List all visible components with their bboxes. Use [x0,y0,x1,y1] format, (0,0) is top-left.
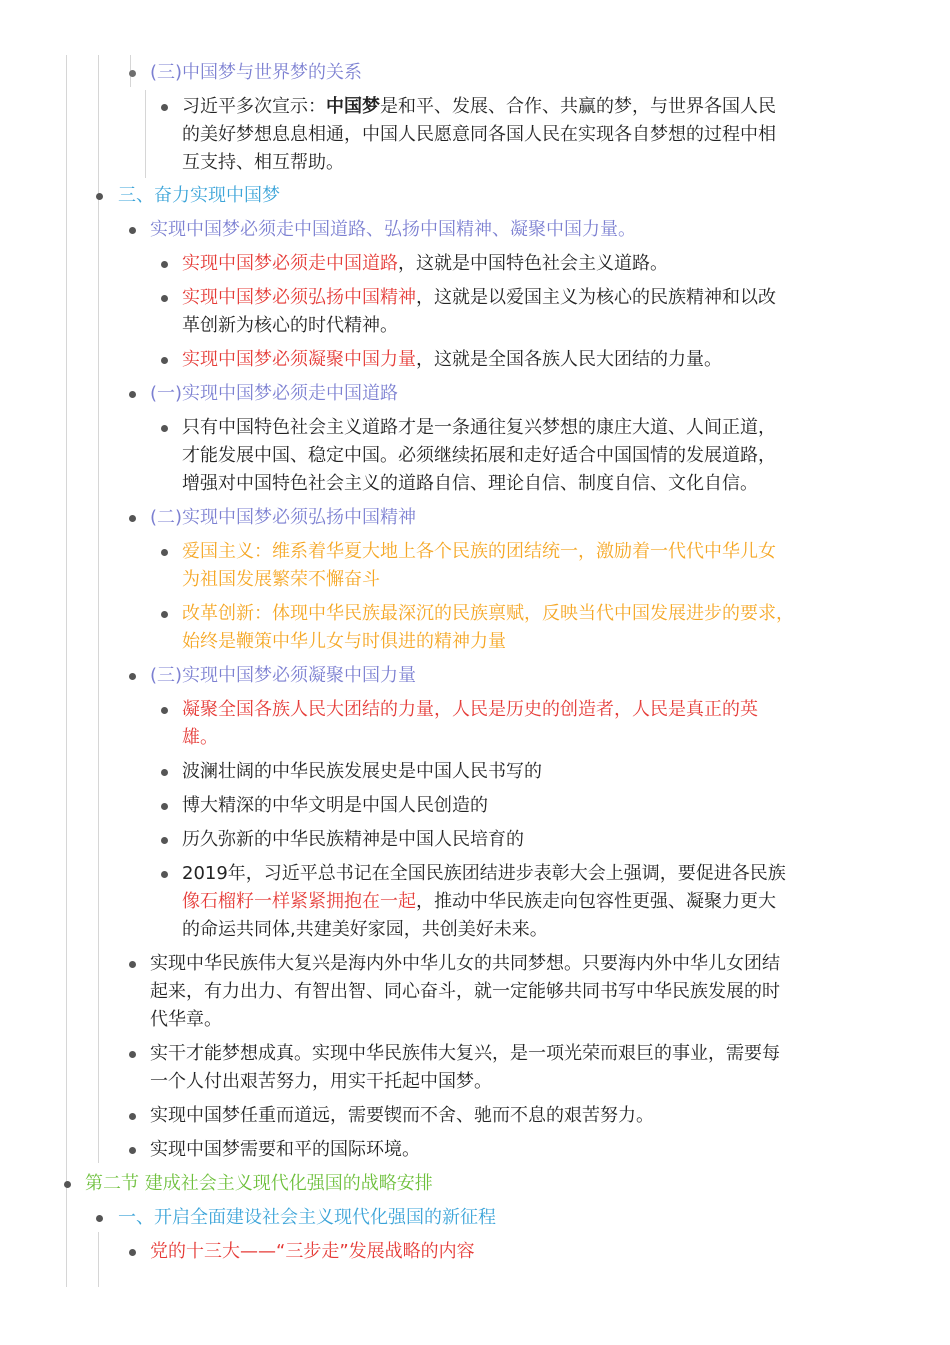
bullet [161,837,168,844]
list-item: 凝聚全国各族人民大团结的力量，人民是历史的创造者，人民是真正的英 雄。 [182,699,758,748]
list-item: 实现中华民族伟大复兴是海内外中华儿女的共同梦想。只要海内外中华儿女团结 起来，有力出力、有智出智、同心奋斗，就一定能够共同书写中华民族发展的时 代华章。 [150,953,780,1030]
list-item: 实干才能梦想成真。实现中华民族伟大复兴，是一项光荣而艰巨的事业，需要每 一个人付出艰苦努力，用实干托起中国梦。 [150,1043,780,1092]
list-item: 实现中国梦必须凝聚中国力量，这就是全国各族人民大团结的力量。 [182,349,722,370]
section-heading: 一、开启全面建设社会主义现代化强国的新征程 [118,1207,496,1228]
subsection-heading: (三)实现中国梦必须凝聚中国力量 [150,665,417,686]
list-item: 实现中国梦任重而道远，需要锲而不舍、驰而不息的艰苦努力。 [150,1105,654,1126]
list-item: 实现中国梦需要和平的国际环境。 [150,1139,420,1160]
bullet [161,357,168,364]
bullet [129,1249,136,1256]
bullet [129,1113,136,1120]
bullet [161,803,168,810]
bullet [64,1181,71,1188]
indent-guide [98,55,99,1163]
bullet [161,769,168,776]
list-item: 只有中国特色社会主义道路才是一条通往复兴梦想的康庄大道、人间正道， 才能发展中国、稳定中国。必须继续拓展和走好适合中国国情的发展道路， 增强对中国特色社会主义的道路自信、理论自信、制度自信、文化自信。 [182,417,776,494]
bullet [161,707,168,714]
bullet [129,961,136,968]
bullet [161,295,168,302]
indent-guide [98,1232,99,1287]
chapter-heading: 第二节 建成社会主义现代化强国的战略安排 [85,1173,433,1194]
bullet [161,549,168,556]
bullet [96,193,103,200]
list-item: 波澜壮阔的中华民族发展史是中国人民书写的 [182,761,542,782]
subsection-heading: (三)中国梦与世界梦的关系 [150,62,363,83]
bullet [129,673,136,680]
subsection-heading: 实现中国梦必须走中国道路、弘扬中国精神、凝聚中国力量。 [150,219,636,240]
bullet [129,1147,136,1154]
bullet [129,391,136,398]
section-heading: 三、奋力实现中国梦 [118,185,280,206]
list-item: 2019年，习近平总书记在全国民族团结进步表彰大会上强调，要促进各民族 像石榴籽一样紧紧拥抱在一起，推动中华民族走向包容性更强、凝聚力更大 的命运共同体,共建美好家园，共创美好未来。 [182,863,786,940]
list-item: 历久弥新的中华民族精神是中国人民培育的 [182,829,524,850]
bullet [161,425,168,432]
bullet [161,104,168,111]
bullet [129,227,136,234]
bullet [161,871,168,878]
bullet [96,1215,103,1222]
list-item: 博大精深的中华文明是中国人民创造的 [182,795,488,816]
list-item: 习近平多次宣示：中国梦是和平、发展、合作、共赢的梦，与世界各国人民 的美好梦想息息相通，中国人民愿意同各国人民在实现各自梦想的过程中相 互支持、相互帮助。 [182,96,776,173]
list-item: 爱国主义：维系着华夏大地上各个民族的团结统一，激励着一代代中华儿女 为祖国发展繁荣不懈奋斗 [182,541,776,590]
list-item: 改革创新：体现中华民族最深沉的民族禀赋，反映当代中国发展进步的要求， 始终是鞭策中华儿女与时俱进的精神力量 [182,603,794,652]
bullet [161,611,168,618]
bullet [129,70,136,77]
subsection-heading: (二)实现中国梦必须弘扬中国精神 [150,507,417,528]
list-item: 党的十三大——“三步走”发展战略的内容 [150,1241,475,1262]
subsection-heading: (一)实现中国梦必须走中国道路 [150,383,399,404]
indent-guide [145,90,146,178]
indent-guide [66,55,67,1287]
bullet [129,1051,136,1058]
bullet [161,261,168,268]
bullet [129,515,136,522]
list-item: 实现中国梦必须弘扬中国精神，这就是以爱国主义为核心的民族精神和以改 革创新为核心的时代精神。 [182,287,776,336]
list-item: 实现中国梦必须走中国道路，这就是中国特色社会主义道路。 [182,253,668,274]
